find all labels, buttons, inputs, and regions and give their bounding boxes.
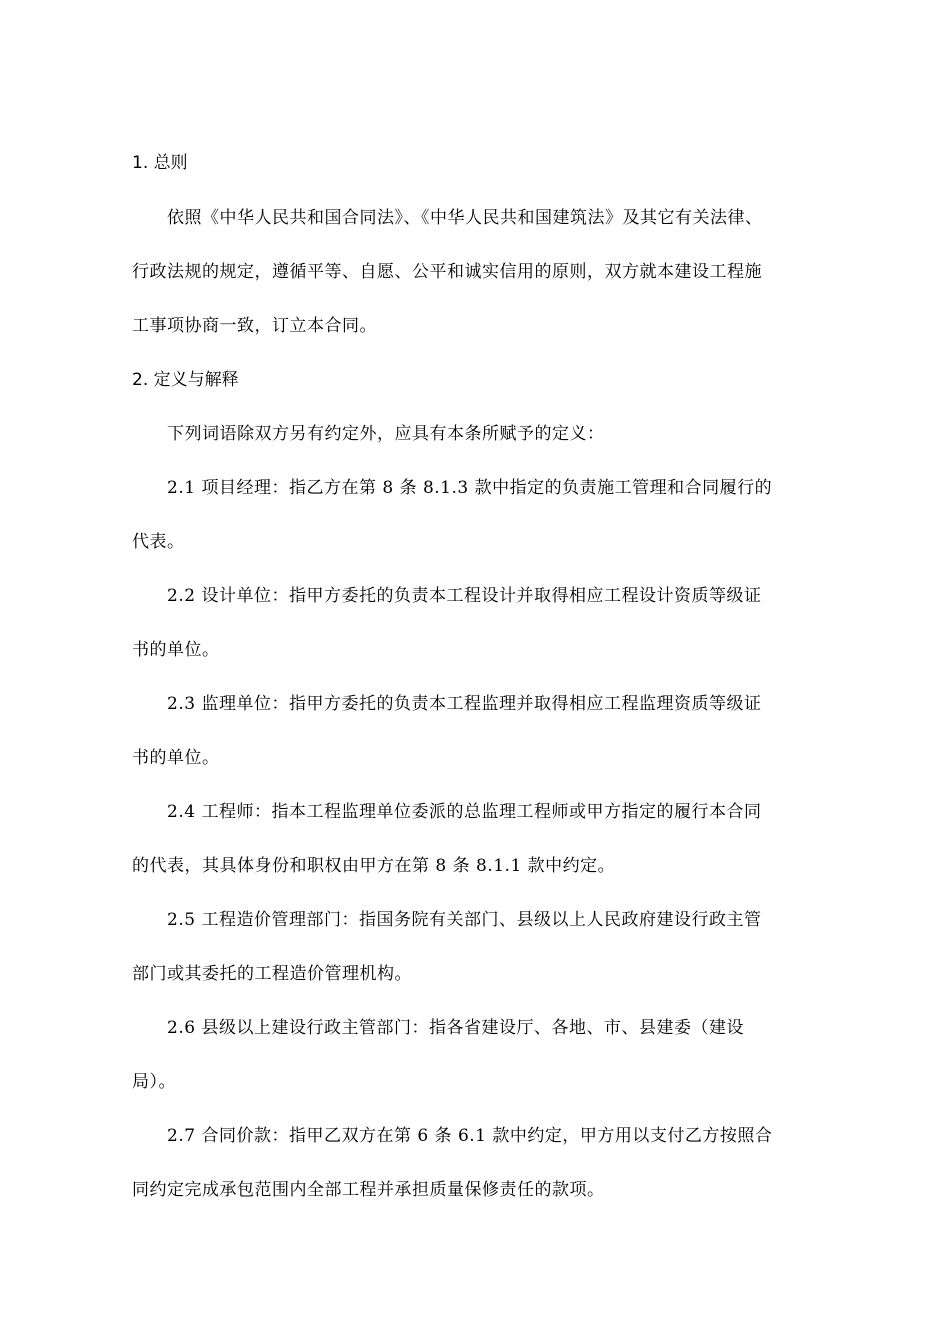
definition-item-2-7-cont: 同约定完成承包范围内全部工程并承担质量保修责任的款项。 [132,1180,605,1200]
definition-item-2-4-cont: 的代表，其具体身份和职权由甲方在第 8 条 8.1.1 款中约定。 [132,856,616,876]
section-1-paragraph-line: 行政法规的规定，遵循平等、自愿、公平和诚实信用的原则，双方就本建设工程施 [132,262,762,282]
definition-item-2-6-cont: 局）。 [132,1072,176,1092]
definition-item-2-3: 2.3 监理单位：指甲方委托的负责本工程监理并取得相应工程监理资质等级证 [167,694,762,714]
definition-item-2-5-cont: 部门或其委托的工程造价管理机构。 [132,964,412,984]
section-2-heading: 2. 定义与解释 [132,370,239,390]
section-2-intro: 下列词语除双方另有约定外，应具有本条所赋予的定义： [167,424,605,444]
definition-item-2-5: 2.5 工程造价管理部门：指国务院有关部门、县级以上人民政府建设行政主管 [167,910,762,930]
section-1-paragraph-line: 依照《中华人民共和国合同法》、《中华人民共和国建筑法》及其它有关法律、 [167,208,763,228]
definition-item-2-2: 2.2 设计单位：指甲方委托的负责本工程设计并取得相应工程设计资质等级证 [167,586,762,606]
definition-item-2-2-cont: 书的单位。 [132,640,220,660]
section-1-heading: 1. 总则 [132,153,188,173]
definition-item-2-6: 2.6 县级以上建设行政主管部门：指各省建设厅、各地、市、县建委（建设 [167,1018,744,1038]
definition-item-2-1-cont: 代表。 [132,532,185,552]
definition-item-2-7: 2.7 合同价款：指甲乙双方在第 6 条 6.1 款中约定，甲方用以支付乙方按照合 [167,1126,773,1146]
definition-item-2-1: 2.1 项目经理：指乙方在第 8 条 8.1.3 款中指定的负责施工管理和合同履行的 [167,478,773,498]
definition-item-2-3-cont: 书的单位。 [132,748,220,768]
section-1-paragraph-line: 工事项协商一致，订立本合同。 [132,316,377,336]
definition-item-2-4: 2.4 工程师：指本工程监理单位委派的总监理工程师或甲方指定的履行本合同 [167,802,762,822]
